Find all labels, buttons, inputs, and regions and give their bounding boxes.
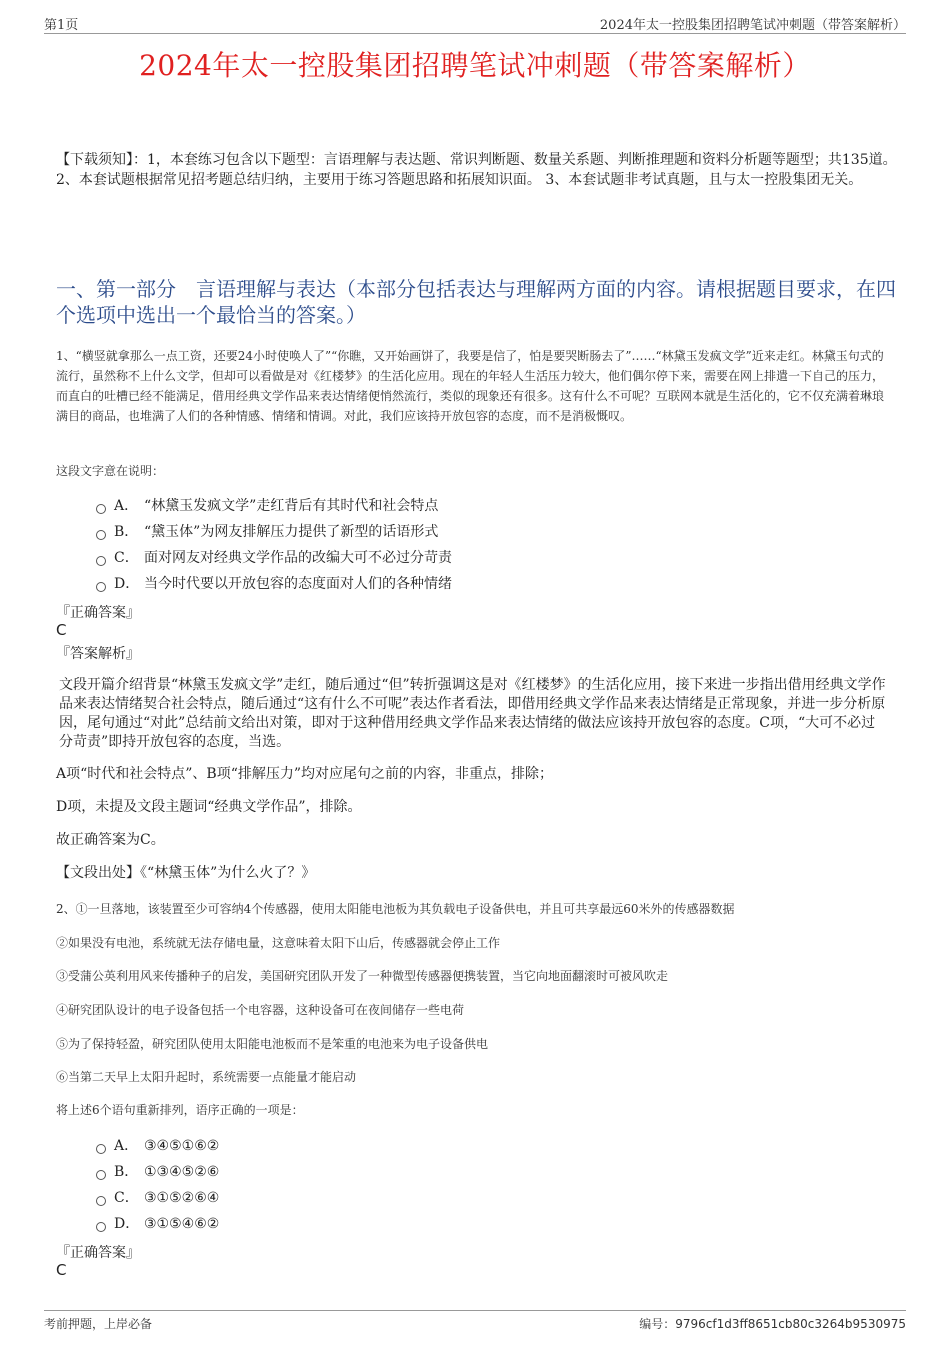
page-number: 第1页 (44, 18, 79, 33)
q1-answer-label: 『正确答案』 (56, 605, 140, 621)
q2-sentence: ⑤为了保持轻盈，研究团队使用太阳能电池板而不是笨重的电池来为电子设备供电 (56, 1037, 489, 1051)
q2-sentence: ③受蒲公英利用风来传播种子的启发，美国研究团队开发了一种微型传感器便携装置，当它向地面翻滚时可被风吹走 (56, 969, 669, 983)
radio-icon[interactable] (96, 1222, 106, 1232)
radio-icon[interactable] (96, 582, 106, 592)
radio-icon[interactable] (96, 530, 106, 540)
q1-option-a[interactable]: A． “林黛玉发疯文学”走红背后有其时代和社会特点 (96, 496, 438, 516)
q2-option-c[interactable]: C． ③①⑤②⑥④ (96, 1188, 219, 1208)
q1-option-b[interactable]: B． “黛玉体”为网友排解压力提供了新型的话语形式 (96, 522, 438, 542)
q1-analysis-paragraph: 文段开篇介绍背景“林黛玉发疯文学”走红，随后通过“但”转折强调这是对《红楼梦》的生活化应用，接下来进一步指出借用经典文学作品来表达情绪契合社会特点，随后通过“这有什么不可呢”表达作者看法，即借用经典文学作品来表达情绪是正常现象，并进一步分析原因，尾句通过“对此”总结前文给出对策，即对于这种借用经典文学作品来表达情绪的做法应该持开放包容的态度。C项，“大可不必过分苛责”即持开放包容的态度，当选。 (59, 677, 886, 750)
footer-slogan: 考前押题，上岸必备 (44, 1317, 153, 1331)
q1-analysis-line: 故正确答案为C。 (56, 832, 165, 848)
radio-icon[interactable] (96, 1144, 106, 1154)
q2-question: 将上述6个语句重新排列，语序正确的一项是： (56, 1103, 304, 1117)
q1-analysis-line: D项，未提及文段主题词“经典文学作品”，排除。 (56, 799, 362, 815)
radio-icon[interactable] (96, 556, 106, 566)
q2-answer: C (56, 1261, 67, 1279)
radio-icon[interactable] (96, 1170, 106, 1180)
q1-analysis-line: A项“时代和社会特点”、B项“排解压力”均对应尾句之前的内容，非重点，排除； (56, 766, 554, 782)
q2-option-b[interactable]: B． ①③④⑤②⑥ (96, 1162, 219, 1182)
radio-icon[interactable] (96, 1196, 106, 1206)
q2-option-a[interactable]: A． ③④⑤①⑥② (96, 1136, 219, 1156)
q2-sentence: 2、①一旦落地，该装置至少可容纳4个传感器，使用太阳能电池板为其负载电子设备供电，并且可共享最远60米外的传感器数据 (56, 902, 735, 916)
q1-answer: C (56, 621, 67, 639)
q1-option-d[interactable]: D． 当今时代要以开放包容的态度面对人们的各种情绪 (96, 574, 452, 594)
document-code: 编号：9796cf1d3ff8651cb80c3264b9530975 (639, 1317, 906, 1331)
q2-sentence: ⑥当第二天早上太阳升起时，系统需要一点能量才能启动 (56, 1070, 357, 1084)
download-notice: 【下载须知】：1，本套练习包含以下题型：言语理解与表达题、常识判断题、数量关系题、判断推理题和资料分析题等题型；共135道。 2、本套试题根据常见招考题总结归纳，主要用于练习答题思路和拓展知识面。 3、本套试题非考试真题，且与太一控股集团无关。 (56, 152, 897, 188)
q1-analysis-label: 『答案解析』 (56, 646, 140, 662)
q1-question: 这段文字意在说明： (56, 464, 165, 478)
q1-source: 【文段出处】《“林黛玉体”为什么火了？》 (56, 865, 316, 881)
q2-sentence: ④研究团队设计的电子设备包括一个电容器，这种设备可在夜间储存一些电荷 (56, 1003, 465, 1017)
header-rule (44, 33, 906, 34)
q2-sentence: ②如果没有电池，系统就无法存储电量，这意味着太阳下山后，传感器就会停止工作 (56, 936, 501, 950)
radio-icon[interactable] (96, 504, 106, 514)
document-title: 2024年太一控股集团招聘笔试冲刺题（带答案解析） (139, 49, 811, 82)
q2-answer-label: 『正确答案』 (56, 1245, 140, 1261)
q1-option-c[interactable]: C． 面对网友对经典文学作品的改编大可不必过分苛责 (96, 548, 452, 568)
q2-option-d[interactable]: D． ③①⑤④⑥② (96, 1214, 219, 1234)
running-title: 2024年太一控股集团招聘笔试冲刺题（带答案解析） (599, 18, 906, 33)
section-heading: 一、第一部分 言语理解与表达（本部分包括表达与理解两方面的内容。请根据题目要求，在四个选项中选出一个最恰当的答案。） (56, 277, 896, 327)
q1-stem: 1、“横竖就拿那么一点工资，还要24小时使唤人了”“你瞧，又开始画饼了，我要是信了，怕是要哭断肠去了”……“林黛玉发疯文学”近来走红。林黛玉句式的流行，虽然称不上什么文学，但却可以看做是对《红楼梦》的生活化应用。现在的年轻人生活压力较大，他们偶尔停下来，需要在网上排遣一下自己的压力，而直白的吐槽已经不能满足，借用经典文学作品来表达情绪便悄然流行，类似的现象还有很多。这有什么不可呢？互联网本就是生活化的，它不仅充满着琳琅满目的商品，也堆满了人们的各种情感、情绪和情调。对此，我们应该持开放包容的态度，而不是消极慨叹。 (56, 349, 885, 423)
footer-rule (44, 1310, 906, 1311)
